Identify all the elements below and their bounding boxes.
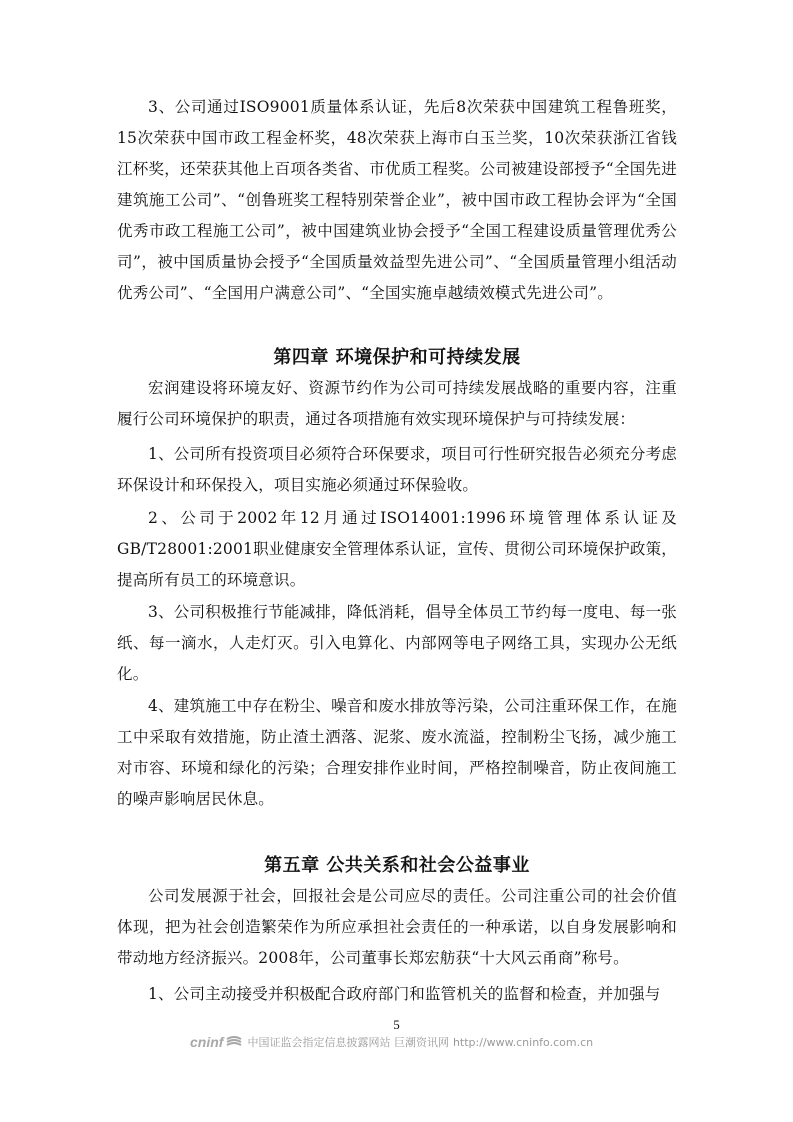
- paragraph-env-item-3: 3、公司积极推行节能减排，降低消耗，倡导全体员工节约每一度电、每一张纸、每一滴水，人走灯灭。引入电算化、内部网等电子网络工具，实现办公无纸化。: [117, 603, 677, 683]
- paragraph-environment-intro: 宏润建设将环境友好、资源节约作为公司可持续发展战略的重要内容，注重履行公司环境保护的职责，通过各项措施有效实现环境保护与可持续发展：: [117, 379, 677, 428]
- paragraph-env-item-2: 2、公司于2002年12月通过ISO14001:1996环境管理体系认证及GB/T28001:2001职业健康安全管理体系认证，宣传、贯彻公司环境保护政策，提高所有员工的环境意识。: [117, 509, 678, 589]
- paragraph-env-item-1: 1、公司所有投资项目必须符合环保要求，项目可行性研究报告必须充分考虑环保设计和环保投入，项目实施必须通过环保验收。: [117, 445, 677, 494]
- paragraph-env-item-4: 4、建筑施工中存在粉尘、噪音和废水排放等污染，公司注重环保工作，在施工中采取有效措施，防止渣土洒落、泥浆、废水流溢，控制粉尘飞扬，减少施工对市容、环境和绿化的污染；合理安排作业时间，严格控制噪音，防止夜间施工的噪声影响居民休息。: [117, 697, 677, 808]
- paragraph-pr-item-1: 1、公司主动接受并积极配合政府部门和监管机关的监督和检查，并加强与: [148, 985, 661, 1003]
- chapter-heading-environment: 第四章 环境保护和可持续发展: [273, 347, 521, 368]
- page-footer: [190, 1032, 610, 1052]
- footer-text: 中国证监会指定信息披露网站 巨潮资讯网: [247, 1036, 449, 1049]
- chapter-heading-public-relations: 第五章 公共关系和社会公益事业: [264, 855, 530, 876]
- paragraph-public-relations-intro: 公司发展源于社会，回报社会是公司应尽的责任。公司注重公司的社会价值体现，把为社会创造繁荣作为所应承担社会责任的一种承诺，以自身发展影响和带动地方经济振兴。2008年，公司董事长郑宏舫获“十大风云甬商”称号。: [117, 887, 677, 967]
- paragraph-awards: 3、公司通过ISO9001质量体系认证，先后8次荣获中国建筑工程鲁班奖，15次荣获中国市政工程金杯奖，48次荣获上海市白玉兰奖，10次荣获浙江省钱江杯奖，还荣获其他上百项各类省、市优质工程奖。公司被建设部授予“全国先进建筑施工公司”、“创鲁班奖工程特别荣誉企业”，被中国市政工程协会评为“全国优秀市政工程施工公司”，被中国建筑业协会授予“全国工程建设质量管理优秀公司”，被中国质量协会授予“全国质量效益型先进公司”、“全国质量管理小组活动优秀公司”、“全国用户满意公司”、“全国实施卓越绩效模式先进公司”。: [117, 98, 677, 302]
- cninfo-logo-icon: [225, 1035, 243, 1049]
- footer-brand: cninf: [190, 1034, 224, 1050]
- footer-url[interactable]: http://www.cninfo.com.cn: [452, 1035, 594, 1049]
- page-number: 5: [393, 1017, 400, 1032]
